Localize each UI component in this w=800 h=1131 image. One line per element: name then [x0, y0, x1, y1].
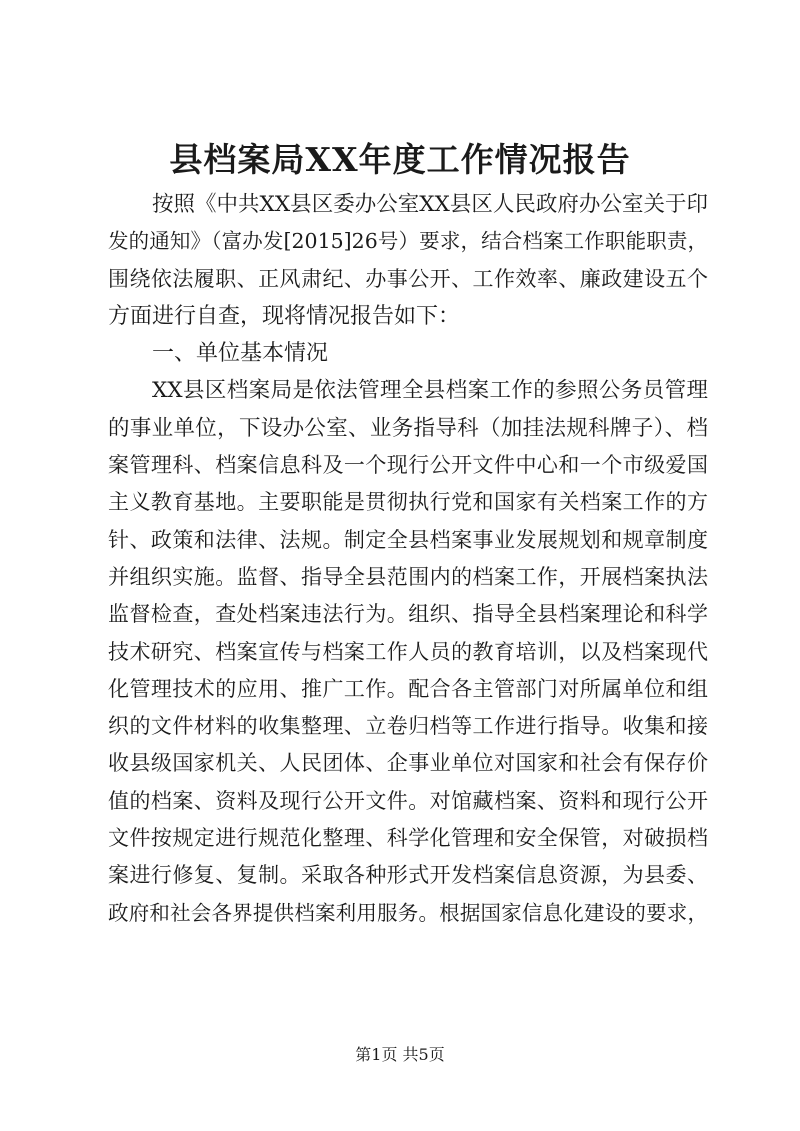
paragraph-line: 并组织实施。监督、指导全县范围内的档案工作，开展档案执法 — [108, 564, 708, 589]
paragraph-line: 案进行修复、复制。采取各种形式开发档案信息资源，为县委、 — [108, 863, 708, 888]
paragraph-line: 监督检查，查处档案违法行为。组织、指导全县档案理论和科学 — [108, 602, 708, 627]
paragraph-line: 织的文件材料的收集整理、立卷归档等工作进行指导。收集和接 — [108, 714, 708, 739]
paragraph-line: 发的通知》（富办发[2015]26号）要求，结合档案工作职能职责， — [108, 229, 708, 254]
paragraph-line: 收县级国家机关、人民团体、企事业单位对国家和社会有保存价 — [108, 751, 708, 776]
paragraph-line: 主义教育基地。主要职能是贯彻执行党和国家有关档案工作的方 — [108, 490, 708, 515]
paragraph-line: 文件按规定进行规范化整理、科学化管理和安全保管，对破损档 — [108, 826, 708, 851]
paragraph-line: 围绕依法履职、正风肃纪、办事公开、工作效率、廉政建设五个 — [108, 266, 708, 291]
paragraph-line: 针、政策和法律、法规。制定全县档案事业发展规划和规章制度 — [108, 527, 708, 552]
paragraph-line: 化管理技术的应用、推广工作。配合各主管部门对所属单位和组 — [108, 676, 708, 701]
paragraph-line: 案管理科、档案信息科及一个现行公开文件中心和一个市级爱国 — [108, 453, 708, 478]
paragraph-line: 值的档案、资料及现行公开文件。对馆藏档案、资料和现行公开 — [108, 788, 708, 813]
paragraph-line: 的事业单位，下设办公室、业务指导科（加挂法规科牌子）、档 — [108, 415, 708, 441]
document-title: 县档案局XX年度工作情况报告 — [169, 140, 631, 179]
paragraph-line: 技术研究、档案宣传与档案工作人员的教育培训，以及档案现代 — [108, 639, 708, 664]
paragraph-line: XX县区档案局是依法管理全县档案工作的参照公务员管理 — [152, 378, 708, 404]
page-number-footer: 第1页 共5页 — [355, 1045, 445, 1064]
document-body — [108, 186, 708, 932]
paragraph-line: 按照《中共XX县区委办公室XX县区人民政府办公室关于印 — [152, 192, 708, 217]
paragraph-line: 政府和社会各界提供档案利用服务。根据国家信息化建设的要求， — [108, 900, 708, 925]
paragraph-line: 方面进行自查，现将情况报告如下： — [108, 303, 461, 329]
section-heading: 一、单位基本情况 — [152, 341, 329, 367]
